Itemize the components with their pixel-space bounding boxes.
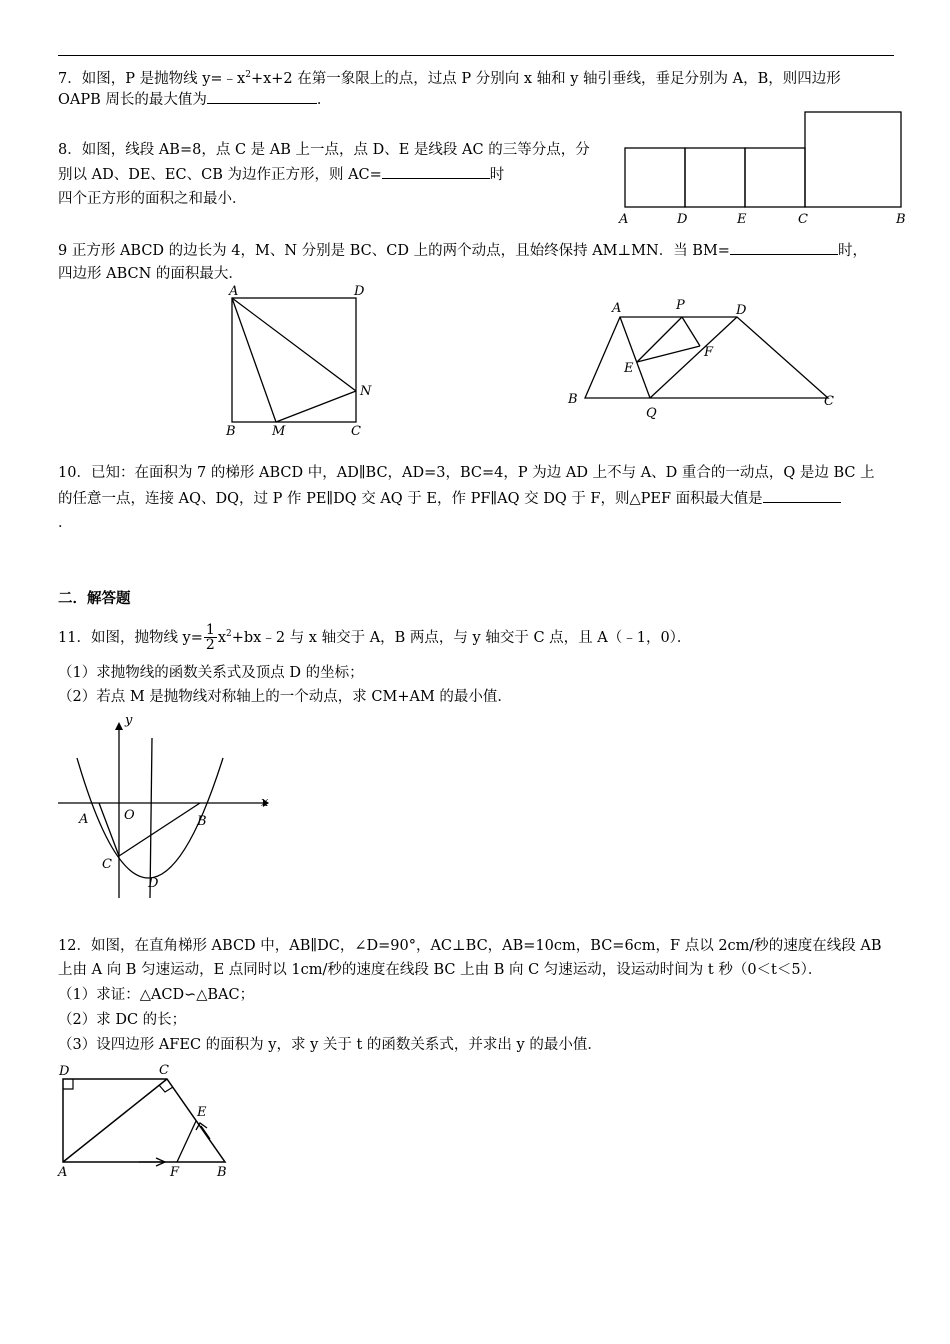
q12-figure-right-trapezoid [55,1058,240,1183]
q10-line1: 10．已知：在面积为 7 的梯形 ABCD 中，AD∥BC，AD=3，BC=4，P 为边 AD 上不与 A、D 重合的一动点，Q 是边 BC 上 [58,465,875,481]
q9-line1: 9 正方形 ABCD 的边长为 4，M、N 分别是 BC、CD 上的两个动点，且始终保持 AM⊥MN．当 BM= 时， [58,240,867,261]
q8-line2: 别以 AD、DE、EC、CB 为边作正方形，则 AC= 时 [58,164,504,185]
q11-figure-parabola [55,708,270,903]
q12-label-f: F [170,1165,180,1180]
q10-label-c: C [824,394,834,409]
q11-label-o: O [124,808,135,823]
q12-label-d: D [59,1064,70,1079]
q12-label-c: C [159,1063,169,1078]
q12-part3: （3）设四边形 AFEC 的面积为 y，求 y 关于 t 的函数关系式，并求出 y 的最小值． [58,1037,602,1053]
q9-answer-blank[interactable] [730,240,838,255]
q11-line1: 11．如图，抛物线 y= $\frac{1}{2}$ $x^2+bx﹣2$ 与 x 轴交于 A，B 两点，与 y 轴交于 C 点，且 A（﹣1，0）． [58,622,692,654]
q10-label-b: B [568,392,578,407]
q10-answer-blank[interactable] [763,488,841,503]
q8-label-b: B [896,212,906,227]
q12-part2: （2）求 DC 的长； [58,1012,187,1028]
q8-line3: 四个正方形的面积之和最小． [58,191,247,207]
q9-label-c: C [351,424,361,439]
q11-label-d: D [148,876,159,891]
q10-figure-trapezoid [560,292,850,427]
q11-label-a: A [79,812,89,827]
q9-label-b: B [226,424,236,439]
q11-label-c: C [102,857,112,872]
q12-line2: 上由 A 向 B 匀速运动，E 点同时以 1cm/秒的速度在线段 BC 上由 B 向 C 匀速运动，设运动时间为 t 秒（0＜t＜5）． [58,962,823,978]
q10-label-f: F [704,345,714,360]
q12-label-a: A [58,1165,68,1180]
q9-label-n: N [360,384,372,399]
q8-label-d: D [677,212,688,227]
q11-label-y: y [125,713,133,728]
q12-part1: （1）求证：△ACD∽△BAC； [58,987,255,1003]
q11-fraction: $\frac{1}{2}$ [205,622,215,654]
q7-line1: 7．如图，P 是抛物线 $y=﹣x^2+x+2$ 在第一象限上的点，过点 P 分别向 x 轴和 y 轴引垂线，垂足分别为 A，B，则四边形 [58,70,841,87]
q7-answer-blank[interactable] [207,89,317,104]
top-rule [58,55,894,56]
q10-label-e: E [624,361,634,376]
section-heading: 二．解答题 [58,590,131,607]
q9-line2: 四边形 ABCN 的面积最大． [58,266,243,282]
q8-figure-squares [615,108,910,233]
q8-answer-blank[interactable] [382,164,490,179]
q12-label-b: B [217,1165,227,1180]
q10-label-q: Q [646,406,657,421]
q10-label-d: D [736,303,747,318]
q9-label-a: A [229,284,239,299]
q8-label-e: E [737,212,747,227]
q10-label-p: P [676,298,685,313]
q7-line2: OAPB 周长的最大值为 ． [58,89,331,110]
q8-label-a: A [619,212,629,227]
q12-label-e: E [197,1105,207,1120]
q11-part1: （1）求抛物线的函数关系式及顶点 D 的坐标； [58,665,364,681]
q9-label-d: D [354,284,365,299]
q8-line1: 8．如图，线段 AB=8，点 C 是 AB 上一点，点 D、E 是线段 AC 的三等分点，分 [58,142,590,158]
q11-label-b: B [197,814,207,829]
q11-label-x: x [261,795,269,810]
q12-line1: 12．如图，在直角梯形 ABCD 中，AB∥DC，∠D=90°，AC⊥BC，AB=10cm，BC=6cm，F 点以 2cm/秒的速度在线段 AB [58,938,882,954]
q10-line2: 的任意一点，连接 AQ、DQ，过 P 作 PE∥DQ 交 AQ 于 E，作 PF∥AQ 交 DQ 于 F，则△PEF 面积最大值是 [58,488,841,509]
q9-figure-square [220,282,380,442]
q9-label-m: M [272,424,286,439]
q10-line3: ． [58,515,73,531]
q10-label-a: A [612,301,622,316]
q8-label-c: C [798,212,808,227]
q11-part2: （2）若点 M 是抛物线对称轴上的一个动点，求 CM+AM 的最小值． [58,689,512,705]
